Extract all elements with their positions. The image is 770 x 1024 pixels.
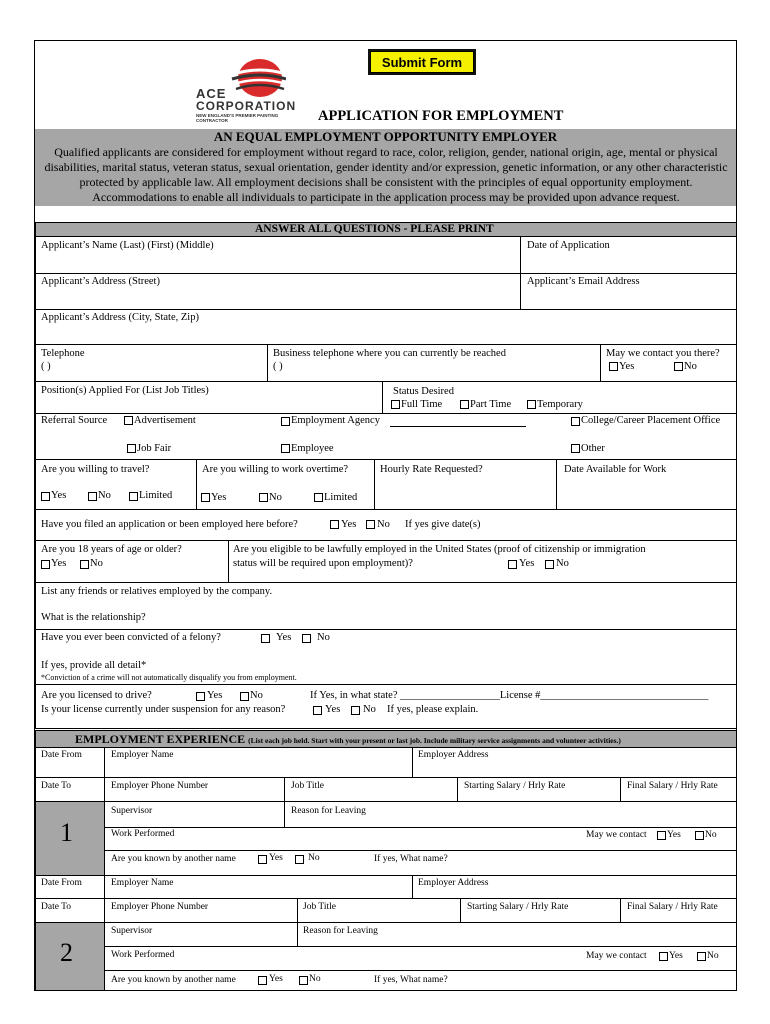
may-contact-yes-text-1: Yes <box>667 830 681 840</box>
known-by-no-checkbox-1[interactable] <box>295 855 304 864</box>
give-dates-label: If yes give date(s) <box>405 519 481 530</box>
business-phone-label: Business telephone where you can currently be reached <box>273 348 506 359</box>
filed-no-label: No <box>377 519 390 530</box>
suspension-no-label: No <box>363 704 376 715</box>
employer-name-label-2: Employer Name <box>111 878 174 888</box>
travel-label: Are you willing to travel? <box>41 464 150 475</box>
eligible-label-line-1: Are you eligible to be lawfully employed in the United States (proof of citizenship or immigration <box>233 544 646 555</box>
other-checkbox[interactable] <box>571 444 580 453</box>
employer-address-label-1: Employer Address <box>418 750 489 760</box>
employment-title-note: (List each job held. Start with your present or last job. Include military service assignments and volunteer activities.) <box>248 736 621 745</box>
may-contact-label-2: May we contact <box>586 951 647 961</box>
license-state-label: If Yes, in what state? ___________________License #________________________________ <box>310 690 709 701</box>
overtime-limited-label: Limited <box>324 492 358 503</box>
employer-address-label-2: Employer Address <box>418 878 489 888</box>
known-by-label-1: Are you known by another name <box>111 854 236 864</box>
part-time-label: Part Time <box>470 399 512 410</box>
status-desired-label: Status Desired <box>393 386 454 397</box>
contact-no-checkbox[interactable] <box>674 362 683 371</box>
block-number-1: 1 <box>60 818 73 847</box>
job-fair-label: Job Fair <box>137 443 172 454</box>
hourly-rate-label: Hourly Rate Requested? <box>380 464 483 475</box>
licensed-no-checkbox[interactable] <box>240 692 249 701</box>
filed-yes-label: Yes <box>341 519 357 530</box>
reason-leaving-label-1: Reason for Leaving <box>291 806 366 816</box>
final-salary-label-2: Final Salary / Hrly Rate <box>627 902 718 912</box>
contact-yes-label: Yes <box>619 361 635 372</box>
contact-yes-checkbox[interactable] <box>609 362 618 371</box>
advertisement-checkbox[interactable] <box>124 416 133 425</box>
felony-yes-label: Yes <box>276 632 292 643</box>
eligible-yes-checkbox[interactable] <box>508 560 517 569</box>
email-label: Applicant’s Email Address <box>527 276 640 287</box>
date-available-label: Date Available for Work <box>564 464 667 475</box>
applicant-section <box>35 222 737 729</box>
friends-label: List any friends or relatives employed by the company. <box>41 586 273 597</box>
known-by-no-checkbox-2[interactable] <box>299 976 308 985</box>
supervisor-label-2: Supervisor <box>111 926 153 936</box>
conviction-note: *Conviction of a crime will not automatically disqualify you from employment. <box>41 673 297 682</box>
felony-no-checkbox[interactable] <box>302 634 311 643</box>
logo-line-1: ACE <box>196 86 227 101</box>
age-no-checkbox[interactable] <box>80 560 89 569</box>
temporary-label: Temporary <box>537 399 583 410</box>
travel-no-checkbox[interactable] <box>88 492 97 501</box>
licensed-yes-checkbox[interactable] <box>196 692 205 701</box>
overtime-yes-label: Yes <box>211 492 227 503</box>
full-time-label: Full Time <box>401 399 443 410</box>
known-by-yes-checkbox-1[interactable] <box>258 855 267 864</box>
may-contact-no-text-2: No <box>707 951 719 961</box>
page-title: APPLICATION FOR EMPLOYMENT <box>318 108 564 124</box>
temporary-checkbox[interactable] <box>527 400 536 409</box>
eligible-yes-label: Yes <box>519 558 535 569</box>
felony-yes-checkbox[interactable] <box>261 634 270 643</box>
logo-emblem-icon <box>230 58 286 98</box>
agency-checkbox[interactable] <box>281 417 290 426</box>
eligible-no-checkbox[interactable] <box>545 560 554 569</box>
eligible-no-label: No <box>556 558 569 569</box>
date-label: Date of Application <box>527 240 610 251</box>
suspension-yes-label: Yes <box>325 704 341 715</box>
may-contact-yes-checkbox-1[interactable] <box>657 831 666 840</box>
age-yes-checkbox[interactable] <box>41 560 50 569</box>
final-salary-label-1: Final Salary / Hrly Rate <box>627 781 718 791</box>
may-contact-no-checkbox-2[interactable] <box>697 952 706 961</box>
overtime-label: Are you willing to work overtime? <box>202 464 349 475</box>
employer-phone-label-2: Employer Phone Number <box>111 902 209 912</box>
age-no-label: No <box>90 558 103 569</box>
employer-name-label-1: Employer Name <box>111 750 174 760</box>
reason-leaving-label-2: Reason for Leaving <box>303 926 378 936</box>
college-label: College/Career Placement Office <box>581 415 721 426</box>
college-checkbox[interactable] <box>571 417 580 426</box>
agency-label: Employment Agency <box>291 415 380 426</box>
eeo-notice: Qualified applicants are considered for employment without regard to race, color, religion, gender, national origin, age, mental or physical disabilities, marital status, veteran status, sexual orientation, gender identity and/or expression, genetic information, or any other characteristic protected by applicable law. All employment decisions shall be consistent with the principles of equal opportunity employment. Accommodations to enable all individuals to participate in the application process may be provided upon advance request. <box>44 145 728 204</box>
known-by-yes-label-2: Yes <box>269 974 283 984</box>
overtime-limited-checkbox[interactable] <box>314 493 323 502</box>
employer-phone-label-1: Employer Phone Number <box>111 781 209 791</box>
employee-label: Employee <box>291 443 334 454</box>
submit-form-button[interactable]: Submit Form <box>370 51 474 73</box>
full-time-checkbox[interactable] <box>391 400 400 409</box>
supervisor-label-1: Supervisor <box>111 806 153 816</box>
travel-limited-label: Limited <box>139 490 173 501</box>
job-title-label-1: Job Title <box>291 781 325 791</box>
what-name-label-1: If yes, What name? <box>374 854 448 864</box>
logo-tagline: NEW ENGLAND'S PREMIER PAINTING CONTRACTOR <box>196 113 279 123</box>
street-label: Applicant’s Address (Street) <box>41 276 160 287</box>
overtime-no-checkbox[interactable] <box>259 493 268 502</box>
starting-salary-label-2: Starting Salary / Hrly Rate <box>467 902 569 912</box>
business-phone-paren: ( ) <box>273 361 283 372</box>
name-label: Applicant’s Name (Last) (First) (Middle) <box>41 240 214 251</box>
telephone-paren: ( ) <box>41 361 51 372</box>
licensed-no-label: No <box>250 690 263 701</box>
felony-label: Have you ever been convicted of a felony? <box>41 632 221 643</box>
telephone-label: Telephone <box>41 348 85 359</box>
eligible-label-line-2: status will be required upon employment)? <box>233 558 413 569</box>
employee-checkbox[interactable] <box>281 444 290 453</box>
detail-label: If yes, provide all detail* <box>41 660 147 671</box>
date-from-label-2: Date From <box>41 878 82 888</box>
licensed-yes-label: Yes <box>207 690 223 701</box>
contact-no-label: No <box>684 361 697 372</box>
date-to-label-1: Date To <box>41 781 72 791</box>
overtime-yes-checkbox[interactable] <box>201 493 210 502</box>
referral-label: Referral Source <box>41 415 108 426</box>
other-label: Other <box>581 443 605 454</box>
travel-yes-checkbox[interactable] <box>41 492 50 501</box>
known-by-yes-checkbox-2[interactable] <box>258 976 267 985</box>
may-contact-yes-checkbox-2[interactable] <box>659 952 668 961</box>
suspension-label: Is your license currently under suspension for any reason? <box>41 704 286 715</box>
block-number-2: 2 <box>60 938 73 967</box>
please-explain-label: If yes, please explain. <box>387 704 479 715</box>
work-performed-label-1: Work Performed <box>111 829 175 839</box>
may-contact-label-1: May we contact <box>586 830 647 840</box>
age-yes-label: Yes <box>51 558 67 569</box>
suspension-no-checkbox[interactable] <box>351 706 360 715</box>
travel-yes-label: Yes <box>51 490 67 501</box>
contact-there-label: May we contact you there? <box>606 348 720 359</box>
work-performed-label-2: Work Performed <box>111 950 175 960</box>
date-from-label-1: Date From <box>41 750 82 760</box>
may-contact-no-text-1: No <box>705 830 717 840</box>
company-logo <box>196 58 306 123</box>
job-title-label-2: Job Title <box>303 902 337 912</box>
job-fair-checkbox[interactable] <box>127 444 136 453</box>
overtime-no-label: No <box>269 492 282 503</box>
filed-no-checkbox[interactable] <box>366 520 375 529</box>
known-by-label-2: Are you known by another name <box>111 975 236 985</box>
licensed-label: Are you licensed to drive? <box>41 690 152 701</box>
part-time-checkbox[interactable] <box>460 400 469 409</box>
filed-yes-checkbox[interactable] <box>330 520 339 529</box>
eeo-heading: AN EQUAL EMPLOYMENT OPPORTUNITY EMPLOYER <box>213 129 558 144</box>
city-label: Applicant’s Address (City, State, Zip) <box>41 312 199 323</box>
date-to-label-2: Date To <box>41 902 72 912</box>
positions-label: Position(s) Applied For (List Job Titles) <box>41 385 209 396</box>
submit-form-button-wrap <box>368 49 476 75</box>
may-contact-yes-text-2: Yes <box>669 951 683 961</box>
relationship-label: What is the relationship? <box>41 612 146 623</box>
logo-line-2: CORPORATION <box>196 99 297 113</box>
known-by-yes-label-1: Yes <box>269 853 283 863</box>
employment-title-text: EMPLOYMENT EXPERIENCE <box>75 732 246 746</box>
known-by-no-label-2: No <box>309 974 321 984</box>
what-name-label-2: If yes, What name? <box>374 975 448 985</box>
age-label: Are you 18 years of age or older? <box>41 544 182 555</box>
travel-no-label: No <box>98 490 111 501</box>
advertisement-label: Advertisement <box>134 415 196 426</box>
starting-salary-label-1: Starting Salary / Hrly Rate <box>464 781 566 791</box>
known-by-no-label-1: No <box>308 853 320 863</box>
suspension-yes-checkbox[interactable] <box>313 706 322 715</box>
travel-limited-checkbox[interactable] <box>129 492 138 501</box>
employment-section-title <box>75 732 621 747</box>
felony-no-label: No <box>317 632 330 643</box>
may-contact-no-checkbox-1[interactable] <box>695 831 704 840</box>
filed-before-label: Have you filed an application or been employed here before? <box>41 519 298 530</box>
applicant-section-title: ANSWER ALL QUESTIONS - PLEASE PRINT <box>255 223 494 235</box>
